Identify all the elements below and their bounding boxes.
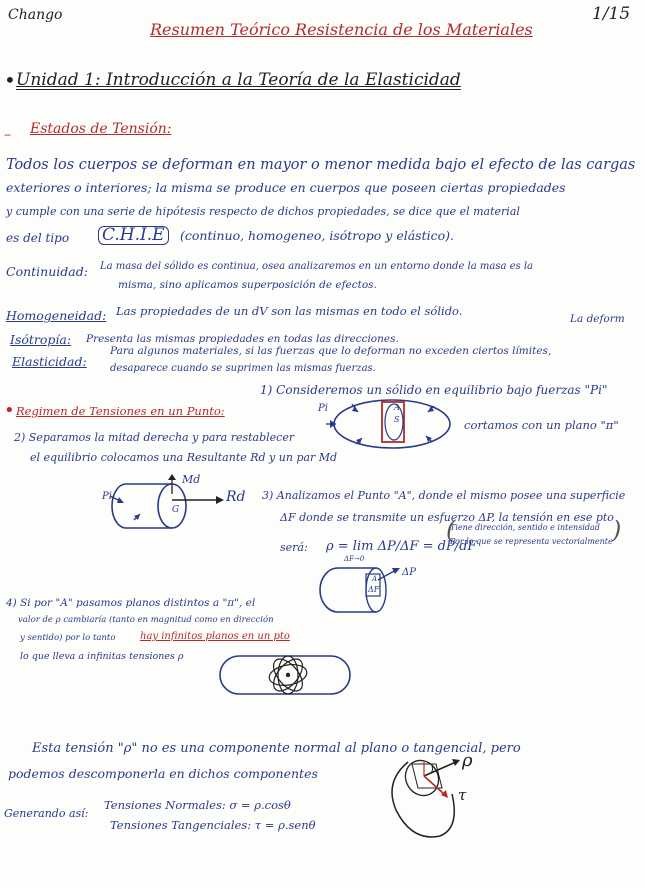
elasticidad-line-2: desaparece cuando se suprimen las mismas fuerzas. [110,363,376,374]
elasticidad-line-1: Para algunos materiales, si las fuerzas que lo deforman no exceden ciertos límites, [110,345,552,357]
intro-line-4-prefix: es del tipo [6,231,70,245]
regimen-step-4-line-2: valor de ρ cambiaría (tanto en magnitud como en dirección [18,615,274,625]
solid-cut-diagram [322,394,462,454]
page-title: Resumen Teórico Resistencia de los Materiales [150,20,533,39]
intro-line-4-suffix: (continuo, homogeneo, isótropo y elástico). [180,228,454,243]
homogeneidad-text: Las propiedades de un dV son las mismas en todo el sólido. [116,304,463,318]
regimen-label: Regimen de Tensiones en un Punto: [16,404,225,418]
s-label: S [394,415,400,424]
regimen-step-4-line-4: lo que lleva a infinitas tensiones ρ [20,651,184,662]
continuidad-line-1: La masa del sólido es continua, osea analizaremos en un entorno donde la masa es la [100,261,533,272]
section-dash: – [4,127,11,143]
tension-formula: ρ = lim ΔP/ΔF = dP/dF [326,539,477,554]
rho-label: ρ [462,750,473,771]
dp-label: ΔP [402,567,416,578]
elasticidad-label: Elasticidad: [12,354,87,369]
note-bracket-close: ) [612,516,622,544]
section-title: Estados de Tensión: [30,121,172,137]
unit-heading: Unidad 1: Introducción a la Teoría de la Elasticidad [16,70,461,90]
intro-line-2: exteriores o interiores; la misma se produce en cuerpos que poseen ciertas propiedades [6,180,566,195]
sera-label: será: [280,541,308,554]
author-signature: Chango [8,7,63,23]
tensiones-tangenciales: Tensiones Tangenciales: τ = ρ.senθ [110,818,316,832]
chie-box: C.H.I.E [98,226,169,245]
regimen-step-4-line-3b: hay infinitos planos en un pto [140,631,290,642]
intro-line-1: Todos los cuerpos se deforman en mayor o menor medida bajo el efecto de las cargas [6,157,636,173]
isotropia-label: Isótropía: [10,332,72,347]
regimen-step-4-line-1: 4) Si por "A" pasamos planos distintos a "π", el [6,597,256,609]
intro-line-3: y cumple con una serie de hipótesis respecto de dichos propiedades, se dice que el material [6,205,520,218]
closing-line-2: podemos descomponerla en dichos componentes [8,766,318,781]
note-direction: Tiene dirección, sentido e intensidad [450,523,600,532]
infinite-planes-diagram [216,652,356,698]
page-number: 1/15 [592,4,631,24]
continuidad-line-2: misma, sino aplicamos superposición de efectos. [118,279,377,291]
unit-bullet: • [4,68,16,92]
regimen-step-2-line-2: el equilibrio colocamos una Resultante Rd y un par Md [30,451,338,464]
generando-label: Generando así: [4,807,89,820]
surface-element-diagram [316,560,426,620]
note-bracket-open: ( [446,516,456,544]
regimen-step-3-line-1: 3) Analizamos el Punto "A", donde el mismo posee una superficie [262,489,626,502]
md-label: Md [182,473,201,486]
regimen-bullet: • [4,400,15,421]
closing-line-1: Esta tensión "ρ" no es una componente normal al plano o tangencial, pero [32,741,521,756]
homogeneidad-label: Homogeneidad: [6,308,107,323]
a-label: A [394,403,400,412]
regimen-step-4-line-3a: y sentido) por lo tanto [20,633,116,643]
df-label: ΔF [368,585,380,594]
rd-label: Rd [226,489,246,505]
a-label-2: A [372,575,378,583]
right-margin-note: La deform [570,313,625,325]
decomposition-diagram [378,748,468,848]
tensiones-normales: Tensiones Normales: σ = ρ.cosθ [104,798,291,812]
g-label: G [172,505,180,515]
cut-label: cortamos con un plano "π" [464,418,619,432]
isotropia-text: Presenta las mismas propiedades en todas las direcciones. [86,333,399,345]
half-body-diagram [110,470,240,540]
pi-label: Pi [318,403,328,414]
regimen-step-2-line-1: 2) Separamos la mitad derecha y para restablecer [14,431,295,444]
continuidad-label: Continuidad: [6,264,88,279]
note-vectorial: Por lo que se representa vectorialmente [450,537,613,546]
regimen-step-3-line-2: ΔF donde se transmite un esfuerzo ΔP, la tensión en ese pto [280,511,614,524]
formula-limit: ΔF→0 [344,555,365,563]
pi-label-2: Pi [102,491,112,502]
tau-label: τ [458,786,467,804]
regimen-step-1: 1) Consideremos un sólido en equilibrio bajo fuerzas "Pi" [260,383,608,397]
